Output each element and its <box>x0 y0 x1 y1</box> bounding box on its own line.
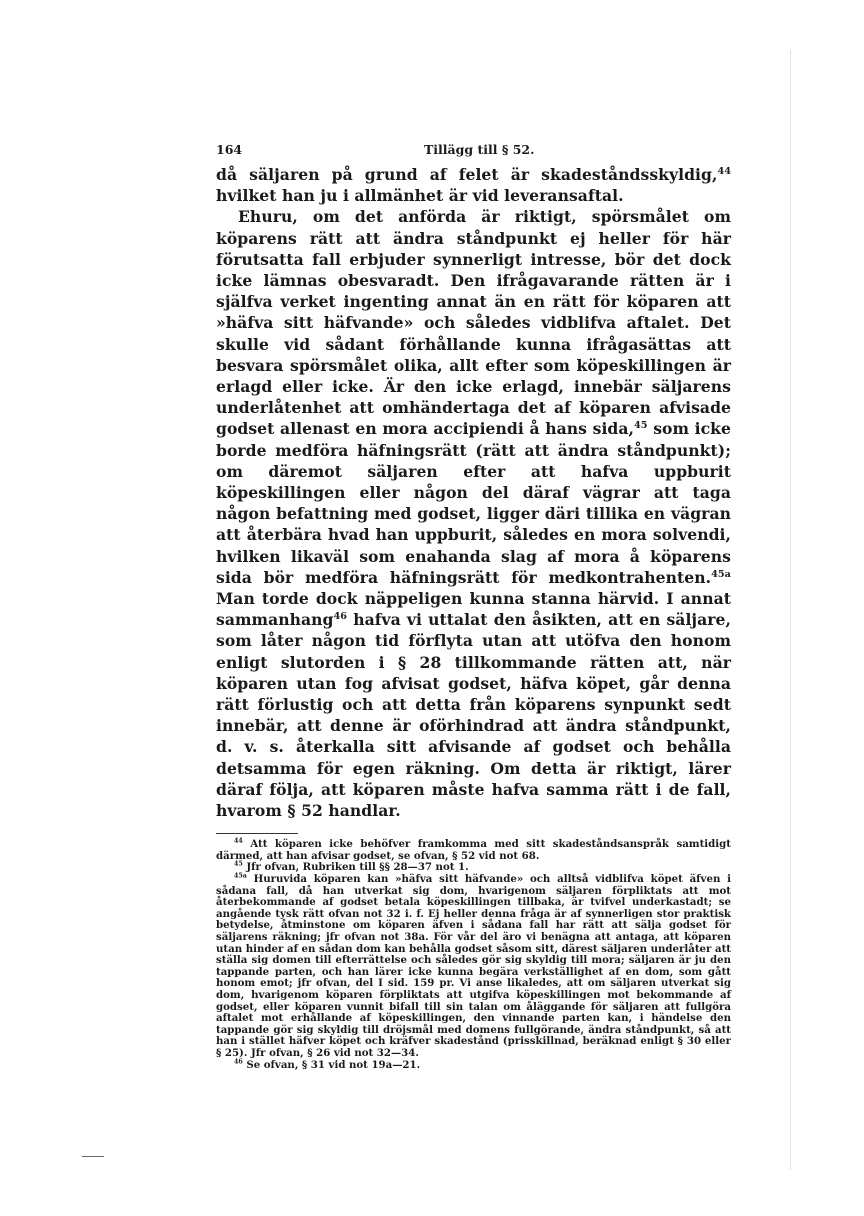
footnote-mark: 46 <box>234 1058 243 1066</box>
footnote-mark: 45a <box>234 872 247 880</box>
footnote-45: $^{45}$ Jfr ofvan, Rubriken till §§ 28—37 not 1. <box>234 861 469 874</box>
book-page <box>216 142 731 1071</box>
footnote-ref-45a[interactable]: 45a <box>711 568 731 580</box>
running-head <box>216 142 731 164</box>
footnote-ref-44[interactable]: 44 <box>717 165 731 177</box>
scan-corner-mark <box>82 1156 104 1157</box>
footnotes <box>216 839 731 1071</box>
page-edge-line <box>790 50 791 1170</box>
footnote-45a: $^{45a}$ Huruvida köparen kan »häfva sitt häfvande» och alltså vidblifva köpet äfven i sådana fall, då han utverkat sig dom, hvarigenom säljaren förpliktats att mot återbekommande af godset betala köpeskillingen tillbaka, är tvifvel underkastadt; se angående tysk rätt ofvan not 32 i. f. Ej heller denna fråga är af synnerligen stor praktisk betydelse, åtminstone om köparen äfven i sådana fall har rätt att sälja godset för säljarens räkning; jfr ofvan not 38a. För vår del äro vi benägna att antaga, att köparen utan hinder af en sådan dom kan behålla godset såsom sitt, därest säljaren underlåter att ställa sig domen till efterrättelse och således gör sig skyldig till mora; säljaren är ju den tappande parten, och han lärer icke kunna begära verkställighet af en dom, som gått honom emot; jfr ofvan, del I sid. 159 pr. Vi anse likaledes, att om säljaren utverkat sig dom, hvarigenom köparen förpliktats att utgifva köpeskillingen mot bekommande af godset, eller köparen vunnit bifall till sin talan om åläggande för säljaren att fullgöra aftalet mot erhållande af köpeskillingen, den vinnande parten kan, i händelse den tappande gör sig skyldig till dröjsmål med domens fullgörande, ändra ståndpunkt, så att han i stället häfver köpet och kräfver skadestånd (prisskillnad, beräknad enligt § 30 eller § 25). Jfr ofvan, § 26 vid not 32—34. <box>216 872 731 1059</box>
running-title: Tillägg till § 52. <box>424 142 535 157</box>
paragraph-1: då säljaren på grund af felet är skadeståndsskyldig,$^{44}$ hvilket han ju i allmänhet är vid leveransaftal. <box>216 165 731 206</box>
footnote-44: $^{44}$ Att köparen icke behöfver framkomma med sitt skadeståndsanspråk samtidigt därmed, att han afvisar godset, se ofvan, § 52 vid not 68. <box>216 837 731 862</box>
footnote-ref-45[interactable]: 45 <box>634 420 648 432</box>
footnote-46: $^{46}$ Se ofvan, § 31 vid not 19a—21. <box>234 1058 421 1071</box>
footnote-separator <box>216 833 298 834</box>
footnote-ref-46[interactable]: 46 <box>333 611 348 623</box>
footnote-mark: 45 <box>234 861 243 869</box>
paragraph-2: Ehuru, om det anförda är riktigt, spörsmålet om köparens rätt att ändra ståndpunkt ej heller för här förutsatta fall erbjuder synnerligt intresse, bör det dock icke lämnas obesvaradt. Den ifrågavarande rätten är i själfva verket ingenting annat än en rätt för köparen att »häfva sitt häfvande» och således vidblifva aftalet. Det skulle vid sådant förhållande kunna ifrågasättas att besvara spörsmålet olika, allt efter som köpeskillingen är erlagd eller icke. Är den icke erlagd, innebär säljarens underlåtenhet att omhändertaga det af köparen afvisade godset allenast en mora accipiendi å hans sida,$^{45}$ som icke borde medföra häfningsrätt (rätt att ändra ståndpunkt); om däremot säljaren efter att hafva uppburit köpeskillingen eller någon del däraf vägrar att taga någon befattning med godset, ligger däri tillika en vägran att återbära hvad han uppburit, således en mora solvendi, hvilken likaväl som enahanda slag af mora å köparens sida bör medföra häfningsrätt för medkontrahenten.$^{45a}$ Man torde dock näppeligen kunna stanna härvid. I annat sammanhang$^{46}$ hafva vi uttalat den åsikten, att en säljare, som låter någon tid förflyta utan att utöfva den honom enligt slutorden i § 28 tillkommande rätten att, när köparen utan fog afvisat godset, häfva köpet, går denna rätt förlustig och att detta från köparens synpunkt sedt innebär, att denne är oförhindrad att ändra ståndpunkt, d. v. s. återkalla sitt afvisande af godset och behålla detsamma för egen räkning. Om detta är riktigt, lärer däraf följa, att köparen måste hafva samma rätt i de fall, hvarom § 52 handlar. <box>216 207 731 821</box>
page-number: 164 <box>216 142 243 157</box>
body-text <box>216 164 731 821</box>
footnote-mark: 44 <box>234 837 243 845</box>
